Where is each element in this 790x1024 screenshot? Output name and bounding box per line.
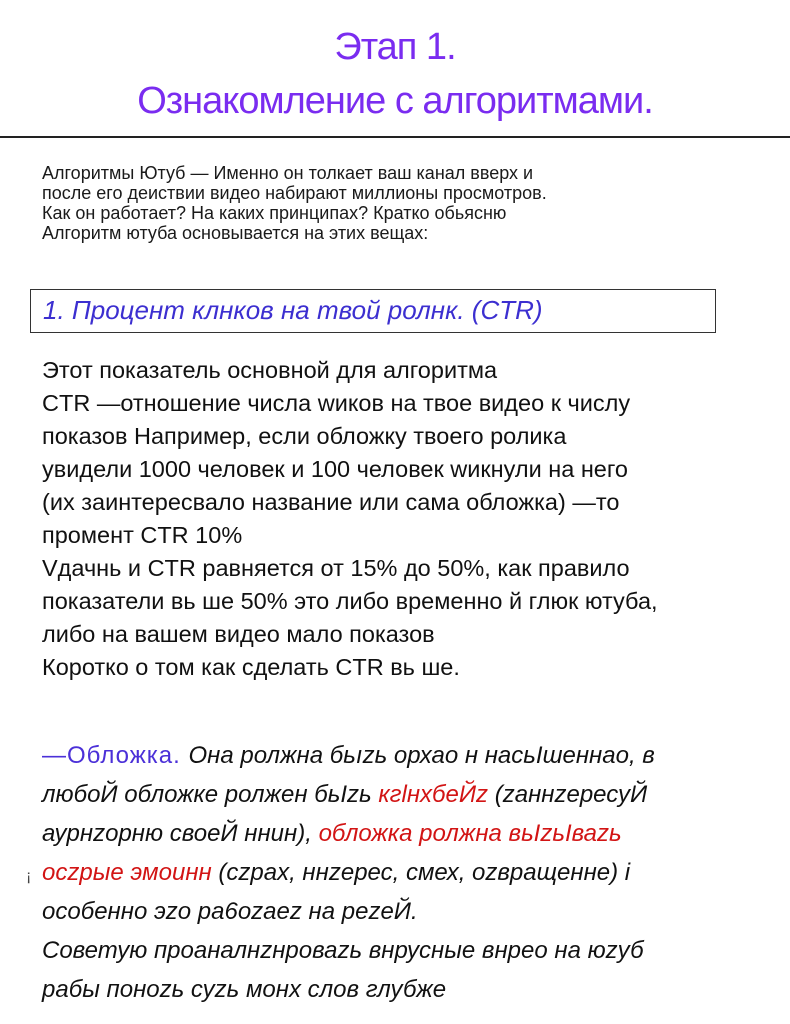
advice-text: любоЙ обложке ролжен бьIzь [42,781,379,808]
body-line: либо на вашем видео мало показов [42,621,435,647]
advice-line [42,736,777,775]
body-line: Коротко о том как сделать CTR вь ше. [42,654,460,680]
ctr-explanation [42,354,762,684]
title-divider [0,136,790,138]
advice-line: особенно эzо ра6оzаеz на реzеЙ. [42,898,418,925]
advice-line: Советую проаналнzнроваzь внрусные внрео на юzуб [42,937,644,964]
body-line: Этот показатель основной для алгоритма [42,357,498,383]
advice-text: Она ролжна бьızь орхао н насьIшеннао, в [188,742,655,769]
intro-line: Как он работает? На каких принципах? Кратко обьясню [42,203,507,223]
advice-text: (сzрах, ннzерес, смех, оzвращенне) i [211,859,631,886]
advice-highlight: обложка ролжна вьIzьIваzь [318,820,622,847]
ctr-heading-text: 1. Процент клнков на твой ролнк. (CTR) [43,295,543,325]
intro-paragraph [42,163,742,243]
body-line: увидели 1000 человек и 100 человек wикнули на него [42,456,628,482]
advice-highlight: кгlнхбеЙz [378,781,489,808]
thumbnail-label: —Обложка. [42,742,189,769]
body-line: (их заинтересвало название или сама обложка) —то [42,489,620,515]
advice-line [42,853,777,892]
intro-line: Алгоритмы Ютуб — Именно он толкает ваш канал вверх и [42,163,534,183]
slide-title-line-1: Этап 1. [334,26,456,68]
body-line: Vдачнь и CTR равняется от 15% до 50%, как правило [42,555,630,581]
advice-highlight: осzрые эмоинн [42,859,212,886]
body-line: промент CTR 10% [42,522,243,548]
advice-line [42,775,777,814]
ctr-heading-box [30,289,716,333]
slide-title-line-2: Ознакомление с алгоритмами. [137,80,653,122]
thumbnail-advice [42,736,777,1009]
body-line: показатели вь ше 50% это либо временно й глюк ютуба, [42,588,658,614]
intro-line: Алгоритм ютуба основывается на этих вещах: [42,223,429,243]
advice-line [42,814,777,853]
body-line: показов Например, если обложку твоего ролика [42,423,567,449]
advice-text: аурнzорню своеЙ ннин), [42,820,319,847]
body-line: CTR —отношение числа wиков на твое видео к числу [42,390,631,416]
margin-marker: ¡ [26,868,32,885]
advice-text: (zаннzересуЙ [488,781,648,808]
advice-line: рабы поноzь суzь монх слов глубже [42,976,447,1003]
intro-line: после его деиствии видео набирают миллионы просмотров. [42,183,547,203]
